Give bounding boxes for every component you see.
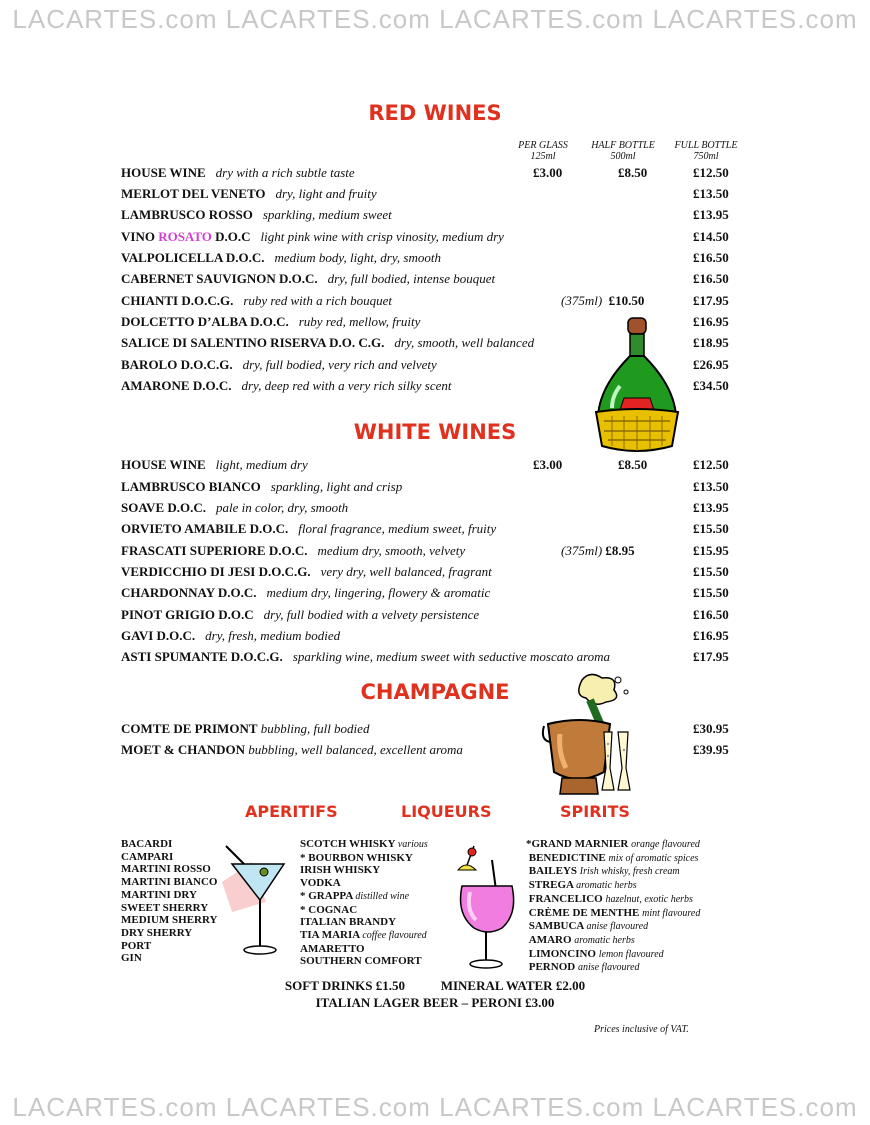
wine-row: GAVI D.O.C. dry, fresh, medium bodied £16.95 [121,628,729,643]
wine-row: SALICE DI SALENTINO RISERVA D.O. C.G. dry, smooth, well balanced £18.95 [121,335,729,350]
list-item: *GRAND MARNIER orange flavoured [526,838,700,850]
wine-row: SOAVE D.O.C. pale in color, dry, smooth £13.95 [121,500,729,515]
list-item: AMARETTO [300,942,365,955]
wine-row: DOLCETTO D’ALBA D.O.C. ruby red, mellow, fruity £16.95 [121,314,729,329]
list-item: IRISH WHISKY [300,864,381,877]
list-item: SWEET SHERRY [121,901,209,914]
list-item: MARTINI ROSSO [121,863,211,876]
list-item: LIMONCINO lemon flavoured [528,947,664,960]
list-item: SOUTHERN COMFORT [300,955,422,968]
wine-row: VINO ROSATO D.O.C light pink wine with crisp vinosity, medium dry £14.50 [121,229,729,244]
wine-row: LAMBRUSCO ROSSO sparkling, medium sweet £13.95 [121,207,729,222]
liqueurs-list [300,838,428,968]
cocktail-glass-icon [452,840,524,972]
list-item: SCOTCH WHISKY various [300,838,428,850]
wine-row: VERDICCHIO DI JESI D.O.C.G. very dry, well balanced, fragrant £15.50 [121,564,729,579]
list-item: STREGA aromatic herbs [528,879,637,892]
wine-row: COMTE DE PRIMONT bubbling, full bodied £30.95 [121,721,729,736]
aperitifs-heading: APERITIFS [245,802,338,821]
list-item: AMARO aromatic herbs [528,933,635,946]
wine-row: HOUSE WINE light, medium dry £3.00 £8.50 £12.50 [121,457,729,472]
wine-row: ORVIETO AMABILE D.O.C. floral fragrance, medium sweet, fruity £15.50 [121,521,729,536]
list-item: DRY SHERRY [121,926,193,939]
list-item: MARTINI DRY [121,888,197,901]
wine-row: AMARONE D.O.C. dry, deep red with a very rich silky scent £34.50 [121,378,729,393]
list-item: SAMBUCA anise flavoured [528,920,649,933]
wine-row: HOUSE WINE dry with a rich subtle taste £3.00 £8.50 £12.50 [121,165,729,180]
wine-row: ASTI SPUMANTE D.O.C.G. sparkling wine, medium sweet with seductive moscato aroma £17.95 [121,649,729,664]
list-item: MARTINI BIANCO [121,876,218,889]
spirits-heading: SPIRITS [560,802,630,821]
liqueurs-heading: LIQUEURS [401,802,492,821]
watermark-bottom: LACARTES.com LACARTES.com LACARTES.com LACARTES.com [12,1092,858,1122]
wine-row: MOET & CHANDON bubbling, well balanced, excellent aroma £39.95 [121,742,729,757]
list-item: GIN [121,952,142,965]
list-item: VODKA [300,877,341,890]
wine-row: VALPOLICELLA D.O.C. medium body, light, dry, smooth £16.50 [121,250,729,265]
aperitifs-list [121,838,217,965]
list-item: PORT [121,939,152,952]
list-item: BAILEYS Irish whisky, fresh cream [528,865,680,878]
wine-row: PINOT GRIGIO D.O.C dry, full bodied with a velvety persistence £16.50 [121,607,729,622]
beer-line: ITALIAN LAGER BEER – PERONI £3.00 [315,995,555,1010]
col-full-bottle: FULL BOTTLE 750ml [674,140,738,162]
list-item: MEDIUM SHERRY [121,914,218,927]
list-item: PERNOD anise flavoured [528,961,640,974]
list-item: * COGNAC [300,903,358,916]
wine-row: CABERNET SAUVIGNON D.O.C. dry, full bodied, intense bouquet £16.50 [121,271,729,286]
wine-row: MERLOT DEL VENETO dry, light and fruity £13.50 [121,186,729,201]
martini-glass-icon [222,842,292,960]
list-item: CAMPARI [121,850,174,863]
list-item: * BOURBON WHISKY [300,851,413,864]
watermark-top: LACARTES.com LACARTES.com LACARTES.com LACARTES.com [12,4,858,34]
red-wines-heading: RED WINES [368,101,502,125]
wine-row: CHARDONNAY D.O.C. medium dry, lingering, flowery & aromatic £15.50 [121,585,729,600]
white-wines-heading: WHITE WINES [353,420,517,444]
list-item: CRÈME DE MENTHE mint flavoured [528,906,701,919]
champagne-heading: CHAMPAGNE [360,680,510,704]
list-item: BENEDICTINE mix of aromatic spices [528,851,699,864]
wine-row: CHIANTI D.O.C.G. ruby red with a rich bouquet (375ml) £10.50 £17.95 [121,293,729,308]
vat-note: Prices inclusive of VAT. [594,1024,689,1035]
list-item: * GRAPPA distilled wine [300,889,410,902]
list-item: FRANCELICO hazelnut, exotic herbs [528,892,693,905]
wine-row: FRASCATI SUPERIORE D.O.C. medium dry, smooth, velvety (375ml) £8.95 £15.95 [121,543,729,558]
list-item: ITALIAN BRANDY [300,916,397,929]
wine-row: BAROLO D.O.C.G. dry, full bodied, very rich and velvety £26.95 [121,357,729,372]
champagne-bucket-icon [540,672,635,800]
col-half-bottle: HALF BOTTLE 500ml [591,140,655,162]
wine-row: LAMBRUSCO BIANCO sparkling, light and crisp £13.50 [121,479,729,494]
soft-drinks-line: SOFT DRINKS £1.50 MINERAL WATER £2.00 [284,978,586,993]
list-item: BACARDI [121,838,173,850]
col-per-glass: PER GLASS 125ml [518,140,568,162]
spirits-list [526,838,700,975]
list-item: TIA MARIA coffee flavoured [300,928,427,941]
